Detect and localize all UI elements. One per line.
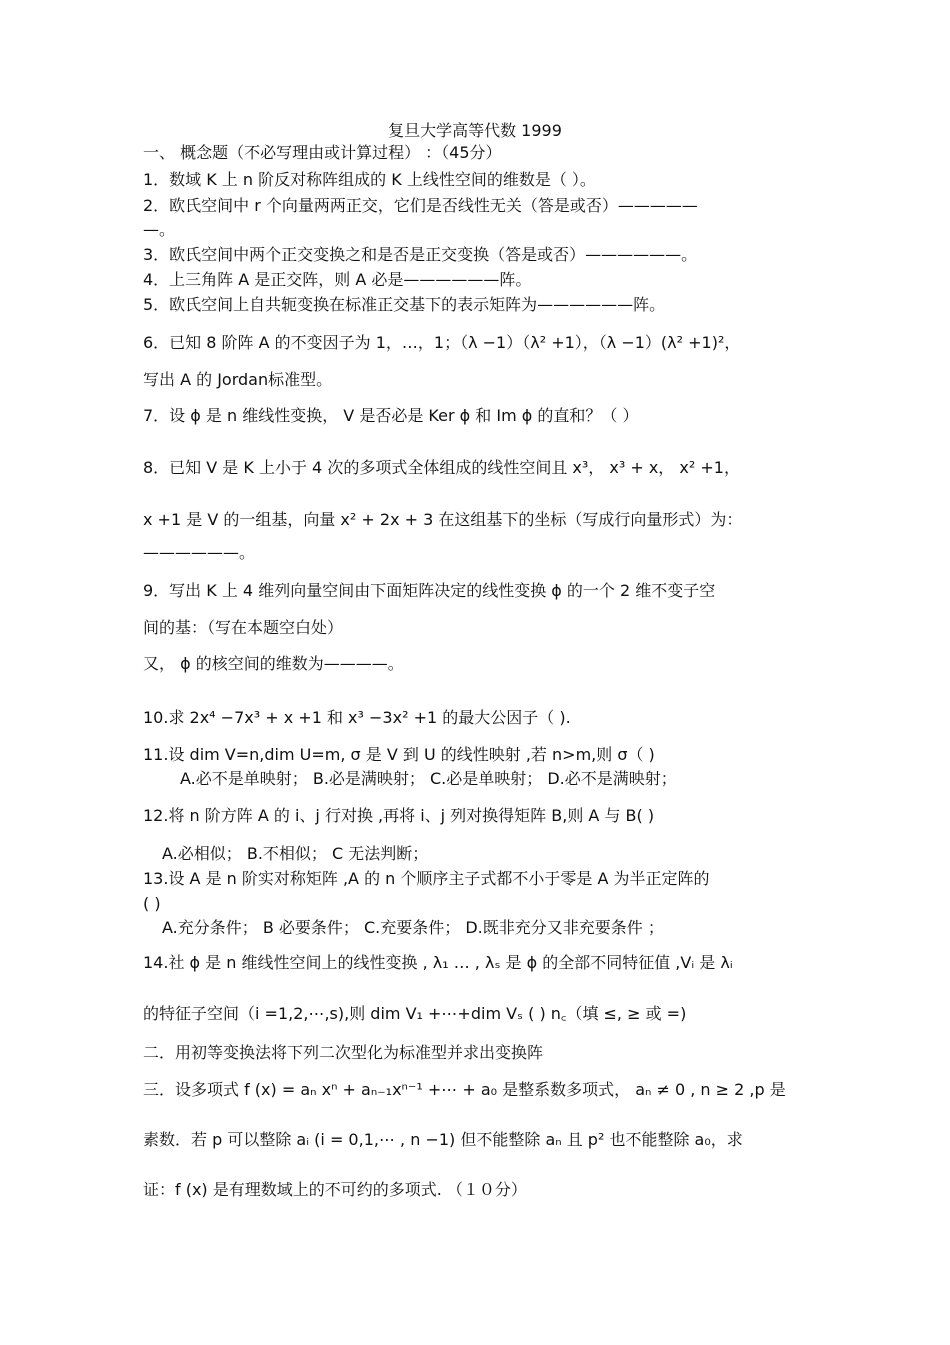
text-line: 又， ϕ 的核空间的维数为————。 (143, 654, 404, 673)
text-line: 4．上三角阵 A 是正交阵，则 A 必是——————阵。 (143, 270, 532, 289)
text-line: 9．写出 K 上 4 维列向量空间由下面矩阵决定的线性变换 ϕ 的一个 2 维不变子空 (143, 581, 716, 600)
text-line: 三．设多项式 f (x) = aₙ xⁿ + aₙ₋₁xⁿ⁻¹ +⋯ + a₀ 是整系数多项式， aₙ ≠ 0 , n ≥ 2 ,p 是 (143, 1080, 786, 1099)
text-line: ( ) (143, 894, 161, 913)
text-line: 7．设 ϕ 是 n 维线性变换， V 是否必是 Ker ϕ 和 Im ϕ 的直和？（ ） (143, 406, 639, 425)
text-line: 8．已知 V 是 K 上小于 4 次的多项式全体组成的线性空间且 x³， x³ + x， x² +1， (143, 458, 740, 477)
text-line: —。 (143, 220, 176, 239)
text-line: A.必相似； B.不相似； C 无法判断； (162, 844, 429, 863)
text-line: 1．数域 K 上 n 阶反对称阵组成的 K 上线性空间的维数是（ ）。 (143, 170, 596, 189)
text-line: 10.求 2x⁴ −7x³ + x +1 和 x³ −3x² +1 的最大公因子（ ). (143, 708, 571, 727)
text-line: 素数．若 p 可以整除 aᵢ (i = 0,1,⋯ , n −1) 但不能整除 aₙ 且 p² 也不能整除 a₀，求 (143, 1130, 743, 1149)
text-line: 二．用初等变换法将下列二次型化为标准型并求出变换阵 (143, 1043, 544, 1062)
text-line: A.充分条件； B 必要条件； C.充要条件； D.既非充分又非充要条件 ； (162, 918, 664, 937)
text-line: 14.社 ϕ 是 n 维线性空间上的线性变换 , λ₁ … , λₛ 是 ϕ 的全部不同特征值 ,Vᵢ 是 λᵢ (143, 953, 733, 972)
text-line: 13.设 A 是 n 阶实对称矩阵 ,A 的 n 个顺序主子式都不小于零是 A 为半正定阵的 (143, 869, 710, 888)
text-line: 12.将 n 阶方阵 A 的 i、j 行对换 ,再将 i、j 列对换得矩阵 B,则 A 与 B( ) (143, 806, 655, 825)
text-line: 2．欧氏空间中 r 个向量两两正交，它们是否线性无关（答是或否）————— (143, 196, 698, 215)
text-line: 6．已知 8 阶阵 A 的不变因子为 1，…，1；（λ −1）（λ² +1），（λ −1）(λ² +1)²， (143, 333, 741, 352)
text-line: 的特征子空间（i =1,2,⋯,s),则 dim V₁ +⋯+dim Vₛ ( ) n꜀（填 ≤, ≥ 或 =) (143, 1004, 687, 1023)
text-line: x +1 是 V 的一组基，向量 x² + 2x + 3 在这组基下的坐标（写成行向量形式）为： (143, 510, 743, 529)
text-line: 3．欧氏空间中两个正交变换之和是否是正交变换（答是或否）——————。 (143, 245, 698, 264)
text-line: 间的基：（写在本题空白处） (143, 618, 344, 637)
text-line: 证：f (x) 是有理数域上的不可约的多项式. （１０分） (143, 1180, 527, 1199)
doc-title: 复旦大学高等代数 1999 (388, 121, 562, 140)
text-line: 11.设 dim V=n,dim U=m, σ 是 V 到 U 的线性映射 ,若 n>m,则 σ（ ) (143, 745, 655, 764)
text-line: A.必不是单映射； B.必是满映射； C.必是单映射； D.必不是满映射； (180, 769, 677, 788)
text-line: ——————。 (143, 543, 256, 562)
text-line: 一、 概念题（不必写理由或计算过程） ：（45分） (143, 143, 502, 162)
text-line: 写出 A 的 Jordan标准型。 (143, 370, 333, 389)
text-line: 5．欧氏空间上自共轭变换在标准正交基下的表示矩阵为——————阵。 (143, 295, 666, 314)
